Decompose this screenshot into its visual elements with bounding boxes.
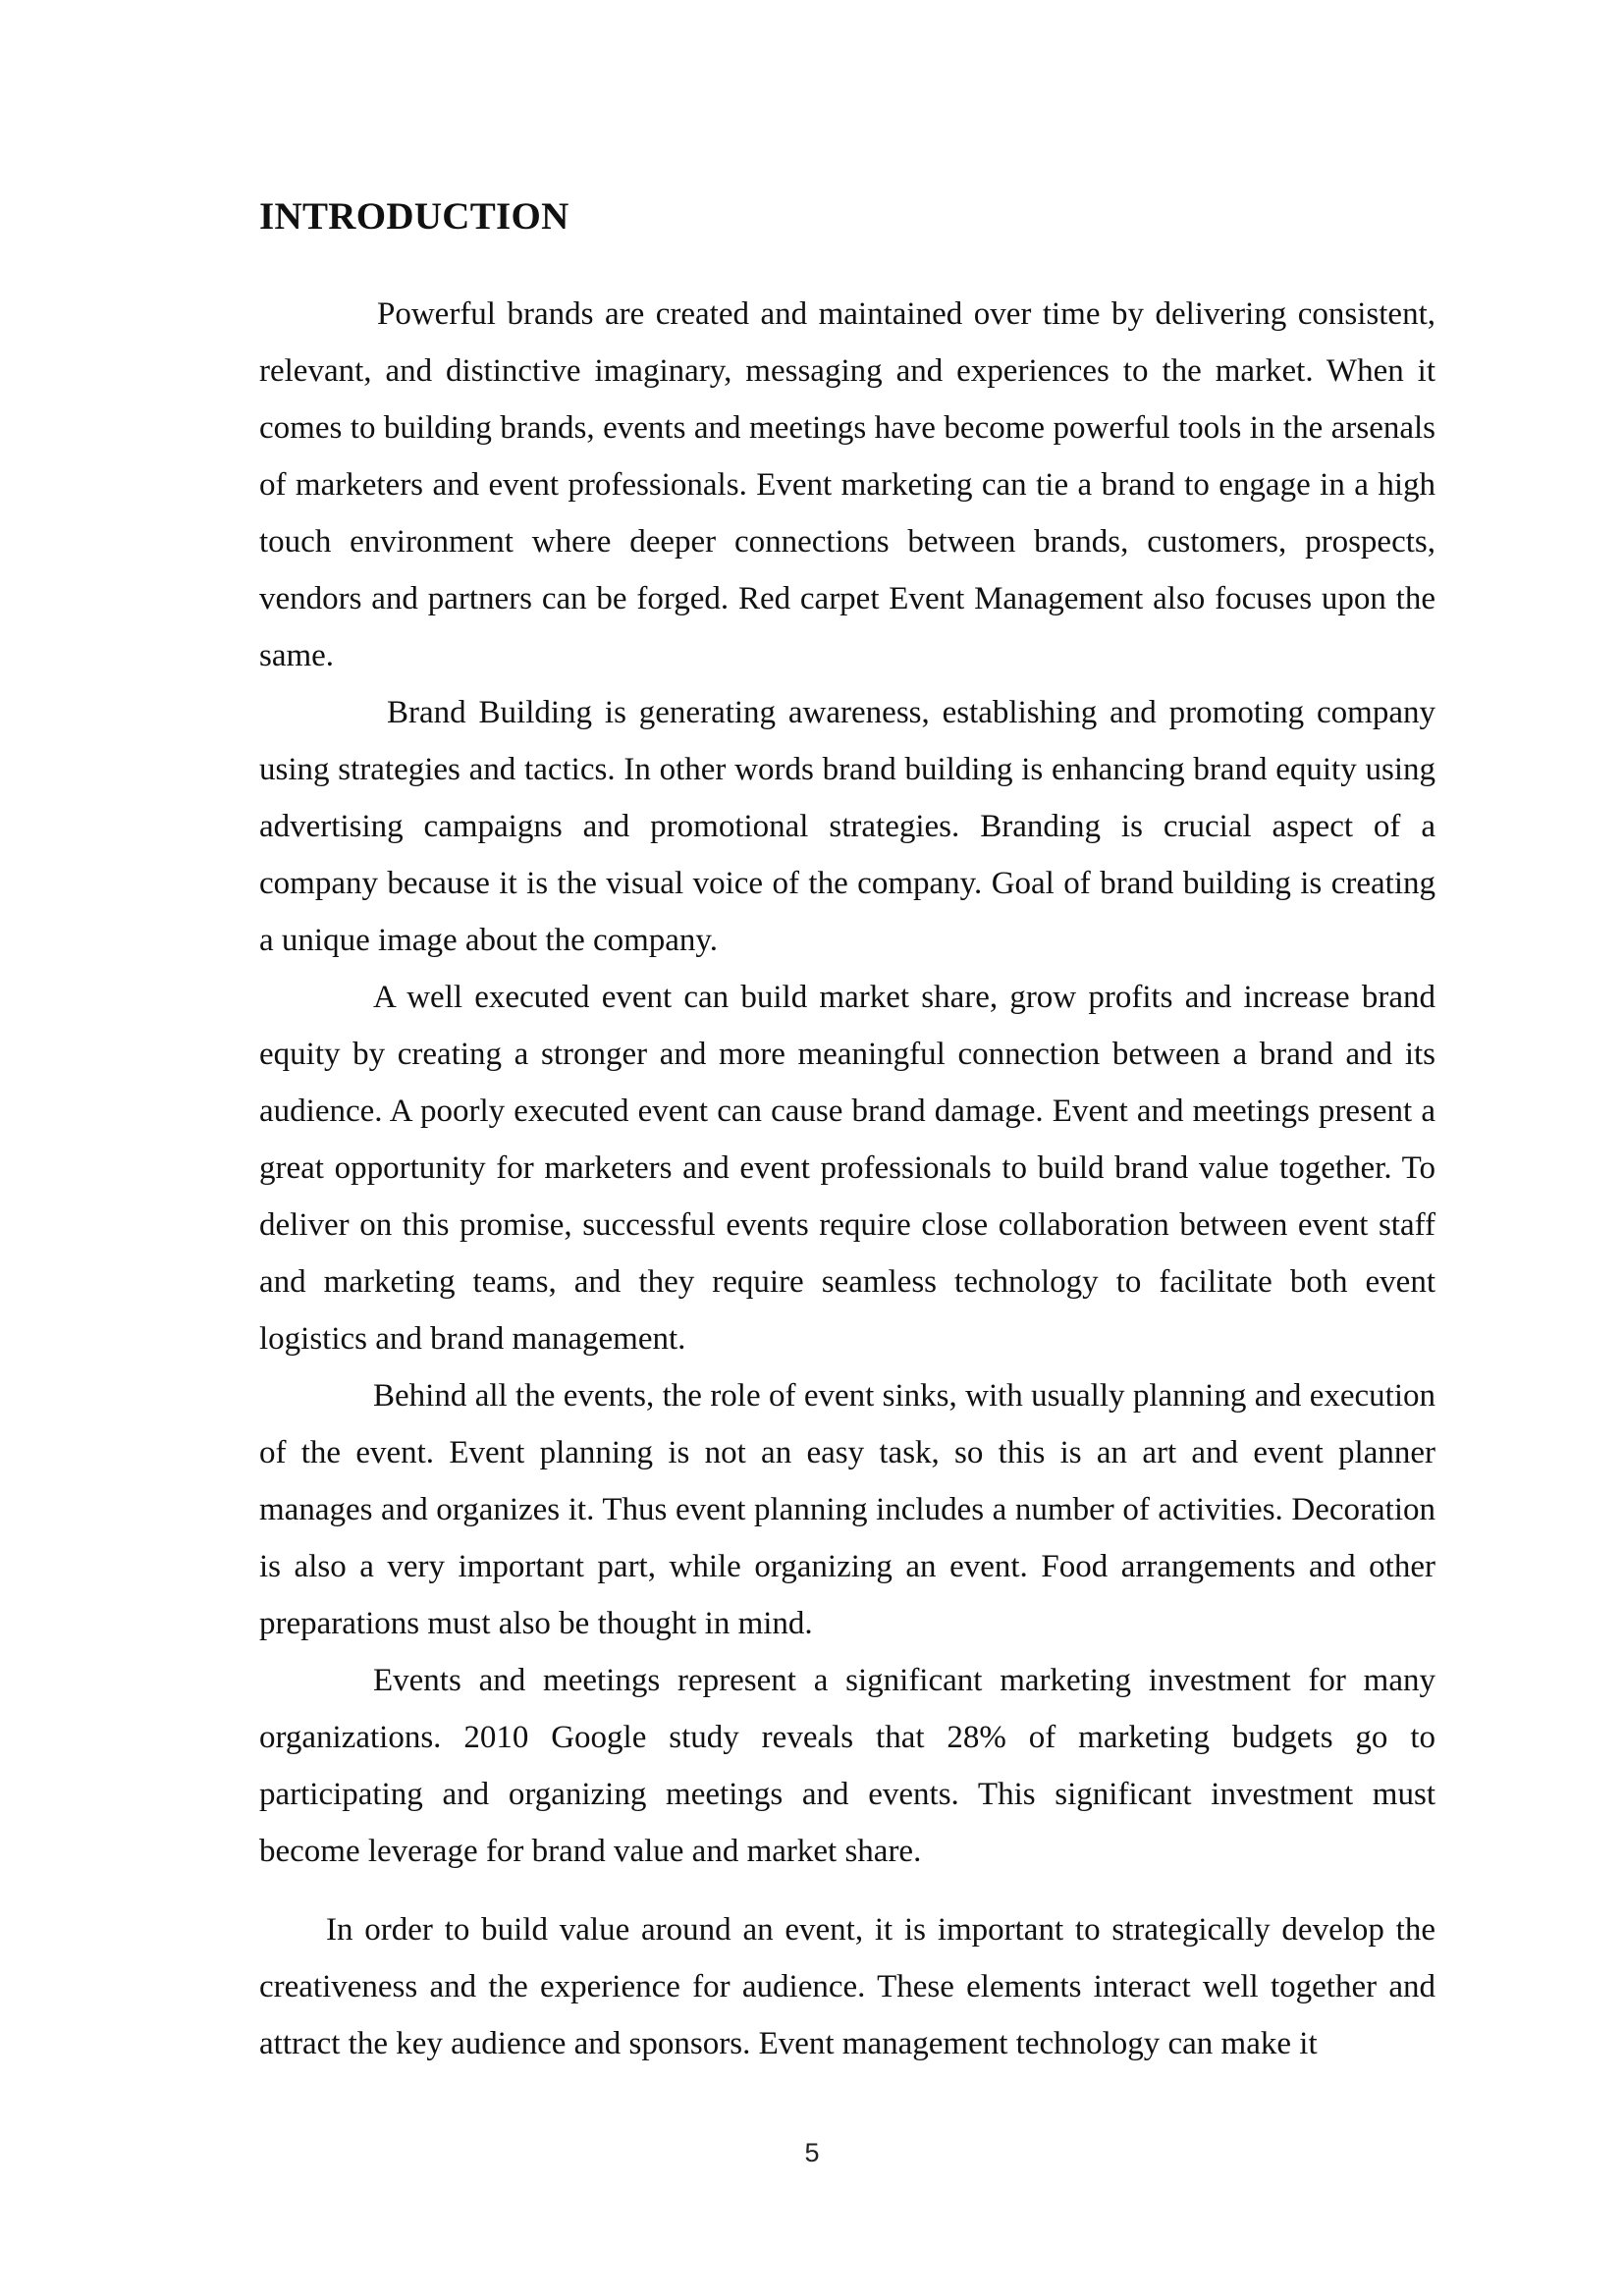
paragraph-2: Brand Building is generating awareness, establishing and promoting company using strategies and tactics. In other words brand building is enhancing brand equity using advertising campaigns and promotional strategies. Branding is crucial aspect of a company because it is the visual voice of the company. Goal of brand building is creating a unique image about the company.	[259, 695, 1435, 958]
paragraph-4: Behind all the events, the role of event sinks, with usually planning and execution of the event. Event planning is not an easy task, so this is an art and event planner manages and organizes it. Thus event planning includes a number of activities. Decoration is also a very important part, while organizing an event. Food arrangements and other preparations must also be thought in mind.	[259, 1378, 1435, 1641]
paragraph-1: Powerful brands are created and maintained over time by delivering consistent, relevant, and distinctive imaginary, messaging and experiences to the market. When it comes to building brands, events and meetings have become powerful tools in the arsenals of marketers and event professionals. Event marketing can tie a brand to engage in a high touch environment where deeper connections between brands, customers, prospects, vendors and partners can be forged. Red carpet Event Management also focuses upon the same.	[259, 296, 1435, 673]
paragraph-5: Events and meetings represent a significant marketing investment for many organizations. 2010 Google study reveals that 28% of marketing budgets go to participating and organizing meetings and events. This significant investment must become leverage for brand value and market share.	[259, 1663, 1435, 1869]
body-text	[259, 286, 1435, 2072]
page-number: 5	[804, 2138, 820, 2167]
paragraph-3: A well executed event can build market share, grow profits and increase brand equity by creating a stronger and more meaningful connection between a brand and its audience. A poorly executed event can cause brand damage. Event and meetings present a great opportunity for marketers and event professionals to build brand value together. To deliver on this promise, successful events require close collaboration between event staff and marketing teams, and they require seamless technology to facilitate both event logistics and brand management.	[259, 980, 1435, 1357]
section-heading: INTRODUCTION	[259, 195, 569, 238]
paragraph-6: In order to build value around an event, it is important to strategically develop the creativeness and the experience for audience. These elements interact well together and attract the key audience and sponsors. Event management technology can make it	[259, 1912, 1435, 2061]
